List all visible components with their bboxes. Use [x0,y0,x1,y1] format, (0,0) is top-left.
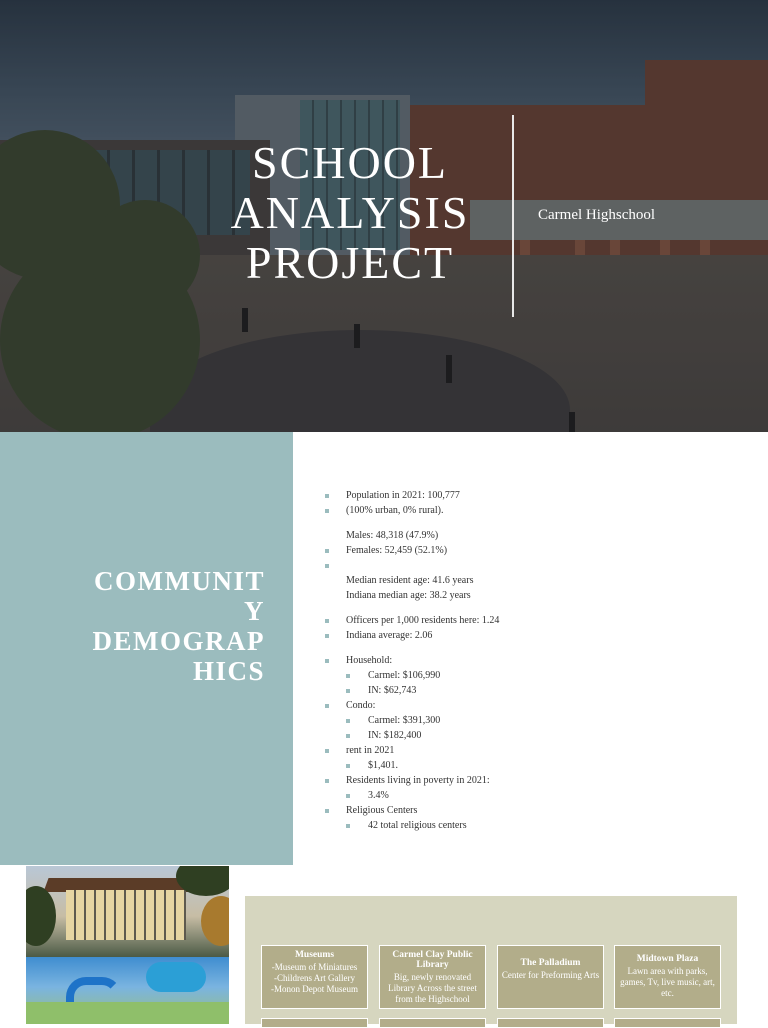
list-item-text: Carmel: $391,300 [368,715,441,726]
card-title: Carmel Clay Public Library [392,950,473,970]
list-item-text: Males: 48,318 (47.9%) [346,530,439,541]
heading-line: COMMUNIT [94,566,265,596]
demographics-heading [60,566,265,686]
tree [201,896,229,946]
card-line: Lawn area with parks, games, Tv, live music, art, etc. [620,966,715,998]
demographics-list [322,488,742,833]
list-item [322,573,742,588]
list-item [322,803,742,818]
library-card [379,945,486,1009]
list-spacer [322,518,742,528]
list-item [322,488,742,503]
list-item [322,758,742,773]
school-name: Carmel Highschool [538,207,656,223]
card-partial [614,1018,721,1028]
list-item-text: Indiana median age: 38.2 years [346,590,471,601]
card-line: Center for Preforming Arts [501,970,600,980]
card-partial [379,1018,486,1028]
list-item [322,773,742,788]
list-item-text: IN: $182,400 [368,730,422,741]
play-structure [146,962,206,992]
card-partial [497,1018,604,1028]
card-line: Big, newly renovated Library Across the street from the Highschool [388,972,477,1004]
list-item-text: Religious Centers [346,805,418,816]
card-line: -Museum of Miniatures [271,962,358,972]
midtown-plaza-card [614,945,721,1009]
card-text [501,970,600,981]
list-item-text: Condo: [346,700,376,711]
palladium-card [497,945,604,1009]
list-item-text: Females: 52,459 (52.1%) [346,545,448,556]
card-title: Museums [294,950,335,960]
list-item-text: Household: [346,655,393,666]
heading-line: HICS [192,656,265,686]
list-item-text: Population in 2021: 100,777 [346,490,460,501]
hero-banner [0,0,768,432]
list-item [322,588,742,603]
card-title: Midtown Plaza [636,954,699,964]
list-item [322,713,742,728]
lawn [26,1002,229,1024]
list-item-text: 42 total religious centers [368,820,467,831]
list-item-text: (100% urban, 0% rural). [346,505,444,516]
list-item [322,698,742,713]
title-divider [512,115,514,317]
title-line: SCHOOL [251,137,449,188]
list-item [322,503,742,518]
title-line: ANALYSIS [230,187,470,238]
list-item-text: Indiana average: 2.06 [346,630,433,641]
museums-card [261,945,368,1009]
card-text [383,972,482,1005]
list-item-text: Median resident age: 41.6 years [346,575,474,586]
list-spacer [322,643,742,653]
tree [26,886,56,946]
card-title: The Palladium [520,958,581,968]
title-line: PROJECT [245,237,455,288]
list-item-text: Officers per 1,000 residents here: 1.24 [346,615,500,626]
heading-line: Y [244,596,265,626]
list-item [322,818,742,833]
list-item [322,788,742,803]
list-item [322,558,742,573]
library-photo [26,866,229,957]
page-title [200,138,500,288]
list-item [322,653,742,668]
splash-park-photo [26,957,229,1024]
list-spacer [322,603,742,613]
list-item [322,743,742,758]
list-item-text: Carmel: $106,990 [368,670,441,681]
list-item [322,728,742,743]
list-item [322,613,742,628]
list-item [322,668,742,683]
list-item-text: IN: $62,743 [368,685,417,696]
library-windows [66,890,186,940]
list-item [322,528,742,543]
list-item-text: $1,401. [368,760,398,771]
list-item [322,683,742,698]
list-item [322,628,742,643]
card-text [618,966,717,999]
heading-line: DEMOGRAP [92,626,265,656]
card-partial [261,1018,368,1028]
list-item-text: Residents living in poverty in 2021: [346,775,490,786]
list-item-text: 3.4% [368,790,389,801]
list-item-text: rent in 2021 [346,745,395,756]
card-line: -Monon Depot Museum [271,984,358,994]
card-text [265,962,364,995]
card-line: -Childrens Art Gallery [274,973,355,983]
list-item [322,543,742,558]
